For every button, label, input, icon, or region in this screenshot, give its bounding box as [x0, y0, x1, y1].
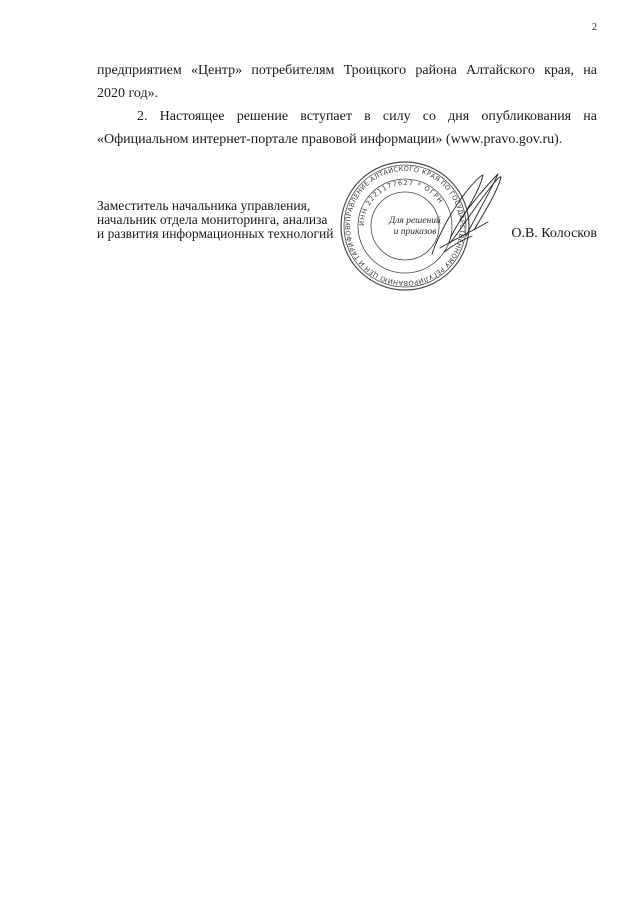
paragraph-2-line-1: 2. Настоящее решение вступает в силу со дня опубликования на	[137, 109, 597, 124]
position-line-1: Заместитель начальника управления,	[97, 198, 311, 213]
paragraph-1-line-1: предприятием «Центр» потребителям Троицкого района Алтайского края, на	[97, 63, 597, 78]
stamp-center-line-1: Для решений	[389, 216, 441, 226]
document-body	[97, 59, 597, 151]
official-seal-icon	[340, 150, 520, 295]
stamp-center-line-2: и приказов	[393, 227, 437, 237]
stamp-ring-text: УПРАВЛЕНИЕ АЛТАЙСКОГО КРАЯ ПО ГОСУДАРСТВЕННОМУ РЕГУЛИРОВАНИЮ ЦЕН И ТАРИФОВ	[343, 164, 467, 288]
signatory-name: О.В. Колосков	[511, 226, 597, 241]
position-line-3: и развития информационных технологий	[97, 226, 334, 241]
svg-text:ИНН 2221177627 * ОГРН	[358, 179, 445, 226]
handwritten-signature	[432, 174, 501, 254]
svg-text:УПРАВЛЕНИЕ АЛТАЙСКОГО КРАЯ ПО	[344, 165, 466, 287]
stamp-inner-ring-text: ИНН 2221177627 * ОГРН	[357, 178, 445, 227]
page-number: 2	[592, 22, 597, 33]
stamp-and-signature	[340, 150, 520, 295]
position-line-2: начальник отдела мониторинга, анализа	[97, 212, 328, 227]
paragraph-2-line-2: «Официальном интернет-портале правовой информации» (www.pravo.gov.ru).	[97, 132, 563, 147]
paragraph-1-line-2: 2020 год».	[97, 86, 159, 101]
signatory-position	[97, 199, 334, 241]
